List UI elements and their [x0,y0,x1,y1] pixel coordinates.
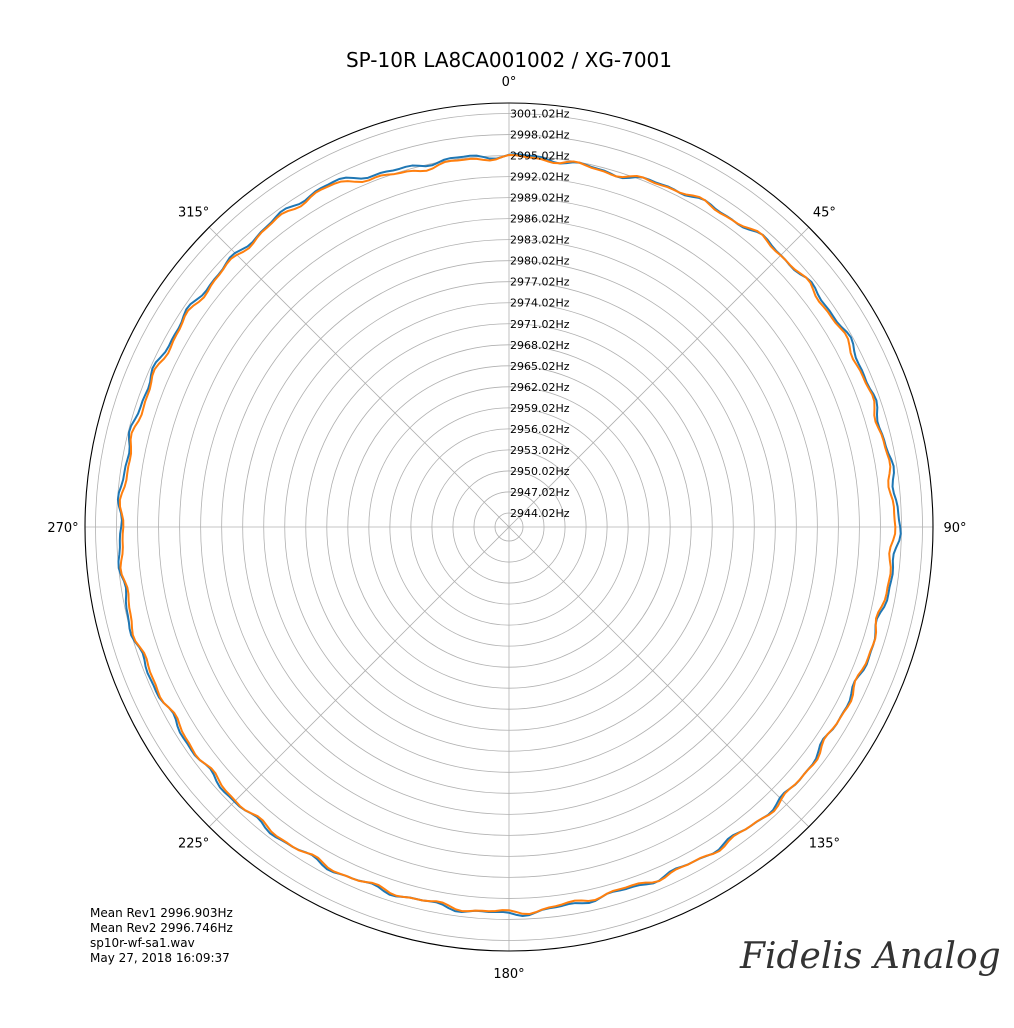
mean-rev1-text: Mean Rev1 2996.903Hz [90,906,233,920]
radial-tick-label: 2956.02Hz [510,422,570,436]
fidelis-analog-signature-logo [739,936,1001,977]
radial-tick-label: 2971.02Hz [510,317,570,331]
angle-label: 0° [501,75,517,90]
radial-tick-label: 2959.02Hz [510,401,570,415]
filename-text: sp10r-wf-sa1.wav [90,936,195,950]
radial-tick-label: 2998.02Hz [510,128,570,142]
angle-label: 270° [47,521,79,536]
mean-rev2-text: Mean Rev2 2996.746Hz [90,921,233,935]
radial-tick-label: 2995.02Hz [510,149,570,163]
radial-tick-label: 3001.02Hz [510,107,570,121]
radial-tick-label: 2962.02Hz [510,380,570,394]
timestamp-text: May 27, 2018 16:09:37 [90,951,230,965]
radial-tick-label: 2950.02Hz [510,464,570,478]
radial-tick-label: 2944.02Hz [510,506,570,520]
angle-label: 135° [808,836,841,852]
radial-tick-label: 2947.02Hz [510,485,570,499]
angle-label: 315° [177,205,210,221]
radial-tick-label: 2953.02Hz [510,443,570,457]
angle-label: 45° [812,205,836,221]
chart-title: SP-10R LA8CA001002 / XG-7001 [345,48,673,72]
signature-text: Fidelis Analog [740,936,1001,977]
radial-tick-label: 2974.02Hz [510,296,570,310]
radial-tick-label: 2977.02Hz [510,275,570,289]
angle-label: 225° [177,836,210,852]
angle-label: 180° [493,967,525,982]
radial-tick-label: 2989.02Hz [510,191,570,205]
radial-tick-label: 2965.02Hz [510,359,570,373]
radial-tick-label: 2980.02Hz [510,254,570,268]
radial-tick-label: 2983.02Hz [510,233,570,247]
angle-label: 90° [943,521,967,536]
radial-tick-label: 2968.02Hz [510,338,570,352]
radial-tick-label: 2986.02Hz [510,212,570,226]
polar-grid [85,103,933,951]
radial-tick-label: 2992.02Hz [510,170,570,184]
